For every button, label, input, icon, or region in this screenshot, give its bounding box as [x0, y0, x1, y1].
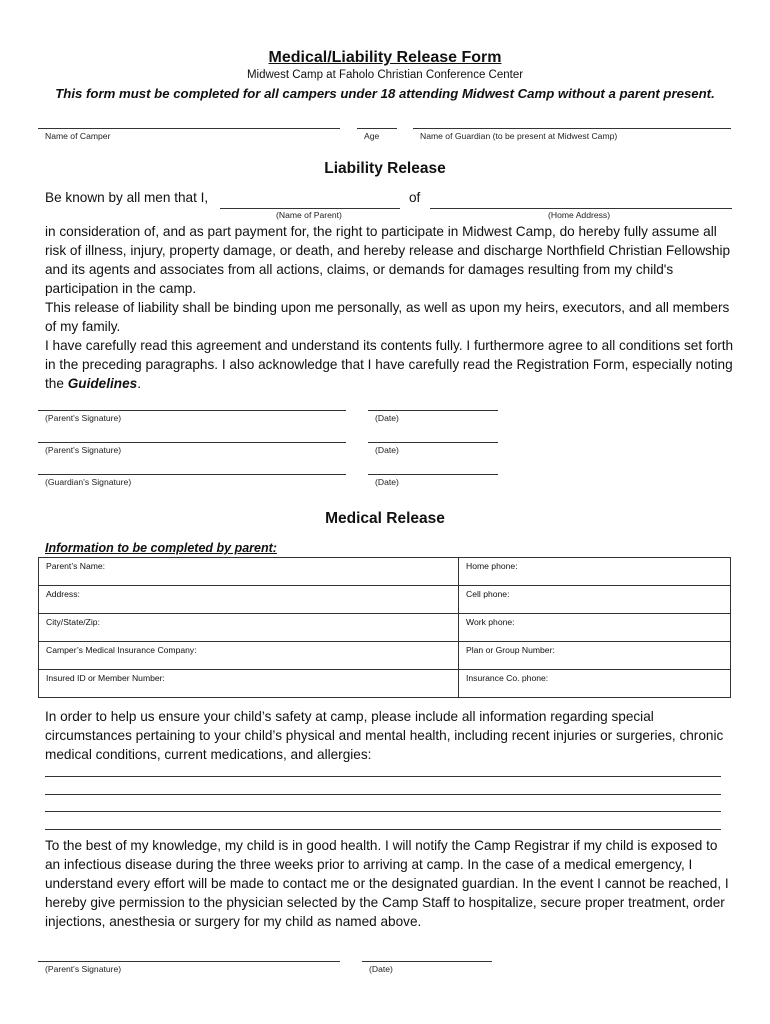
insurance-phone-field[interactable]: Insurance Co. phone: — [459, 670, 731, 698]
final-date-label: (Date) — [369, 964, 393, 974]
table-row — [39, 670, 731, 698]
liability-p3-end: . — [137, 376, 141, 391]
camper-age-line[interactable] — [357, 128, 397, 129]
date-line-3[interactable] — [368, 474, 498, 475]
insured-id-field[interactable]: Insured ID or Member Number: — [39, 670, 459, 698]
signature-label-2: (Parent's Signature) — [45, 445, 122, 455]
home-address-line[interactable] — [430, 208, 732, 209]
final-signature-line[interactable] — [38, 961, 340, 962]
parents-name-field[interactable]: Parent’s Name: — [39, 558, 459, 586]
address-field[interactable]: Address: — [39, 586, 459, 614]
liability-p3-start: I have carefully read this agreement and understand its contents fully. I furthermore agree to all conditions set forth in the preceding paragraphs. I also acknowledge that I have carefully read the Registration Form, especially noting the — [45, 338, 734, 391]
table-row — [39, 558, 731, 586]
city-state-zip-field[interactable]: City/State/Zip: — [39, 614, 459, 642]
signature-line-3[interactable] — [38, 474, 346, 475]
parent-name-label: (Name of Parent) — [276, 210, 342, 220]
medical-notes-line-2[interactable] — [45, 794, 721, 795]
guardian-name-label: Name of Guardian (to be present at Midwest Camp) — [420, 131, 618, 141]
signature-label-1: (Parent's Signature) — [45, 413, 122, 423]
liability-text — [45, 222, 735, 393]
signature-line-2[interactable] — [38, 442, 346, 443]
date-label-2: (Date) — [375, 445, 399, 455]
parent-info-table — [38, 557, 731, 698]
cell-phone-field[interactable]: Cell phone: — [459, 586, 731, 614]
liability-paragraph-3 — [45, 336, 735, 393]
signature-label-3: (Guardian's Signature) — [45, 477, 132, 487]
parent-name-line[interactable] — [220, 208, 400, 209]
form-subtitle: Midwest Camp at Faholo Christian Conference Center — [246, 69, 524, 81]
health-paragraph: To the best of my knowledge, my child is in good health. I will notify the Camp Registrar if my child is exposed to an infectious disease during the three weeks prior to arriving at camp. In the case of a medical emergency, I understand every effort will be made to contact me or the designated guardian. In the event I cannot be reached, I hereby give permission to the physician selected by the Camp Staff to hospitalize, secure proper treatment, order injections, anesthesia or surgery for my child as named above. — [45, 838, 729, 929]
medical-subheading: Information to be completed by parent: — [45, 541, 277, 555]
final-signature-label: (Parent's Signature) — [45, 964, 122, 974]
home-address-label: (Home Address) — [548, 210, 611, 220]
liability-of: of — [409, 190, 421, 205]
medical-notes-line-3[interactable] — [45, 811, 721, 812]
liability-paragraph-2: This release of liability shall be binding upon me personally, as well as upon my heirs, executors, and all members of my family. — [45, 300, 730, 334]
medical-notes-line-4[interactable] — [45, 829, 721, 830]
camper-name-label: Name of Camper — [45, 131, 111, 141]
work-phone-field[interactable]: Work phone: — [459, 614, 731, 642]
date-line-1[interactable] — [368, 410, 498, 411]
medical-notes-line-1[interactable] — [45, 776, 721, 777]
date-label-3: (Date) — [375, 477, 399, 487]
table-row — [39, 614, 731, 642]
medical-heading: Medical Release — [325, 510, 445, 527]
form-title: Medical/Liability Release Form — [268, 49, 502, 66]
plan-group-number-field[interactable]: Plan or Group Number: — [459, 642, 731, 670]
home-phone-field[interactable]: Home phone: — [459, 558, 731, 586]
table-row — [39, 642, 731, 670]
final-date-line[interactable] — [362, 961, 492, 962]
date-label-1: (Date) — [375, 413, 399, 423]
guidelines-emphasis: Guidelines — [67, 376, 138, 391]
liability-intro: Be known by all men that I, — [45, 190, 209, 205]
insurance-company-field[interactable]: Camper’s Medical Insurance Company: — [39, 642, 459, 670]
camper-age-label: Age — [364, 131, 380, 141]
camper-name-line[interactable] — [38, 128, 340, 129]
medical-info-paragraph: In order to help us ensure your child’s safety at camp, please include all information regarding special circumstances pertaining to your child’s physical and mental health, including recent injuries or surgeries, chronic medical conditions, current medications, and allergies: — [45, 709, 724, 762]
liability-heading: Liability Release — [324, 160, 446, 177]
form-notice: This form must be completed for all campers under 18 attending Midwest Camp without a parent present. — [55, 86, 715, 101]
signature-line-1[interactable] — [38, 410, 346, 411]
date-line-2[interactable] — [368, 442, 498, 443]
guardian-name-line[interactable] — [413, 128, 731, 129]
liability-paragraph-1: in consideration of, and as part payment for, the right to participate in Midwest Camp, do hereby fully assume all risk of illness, injury, property damage, or death, and hereby release and discharge Northfield Christian Fellowship and its agents and associates from all actions, claims, or demands for damages resulting from my child's participation in the camp. — [45, 224, 731, 296]
table-row — [39, 586, 731, 614]
